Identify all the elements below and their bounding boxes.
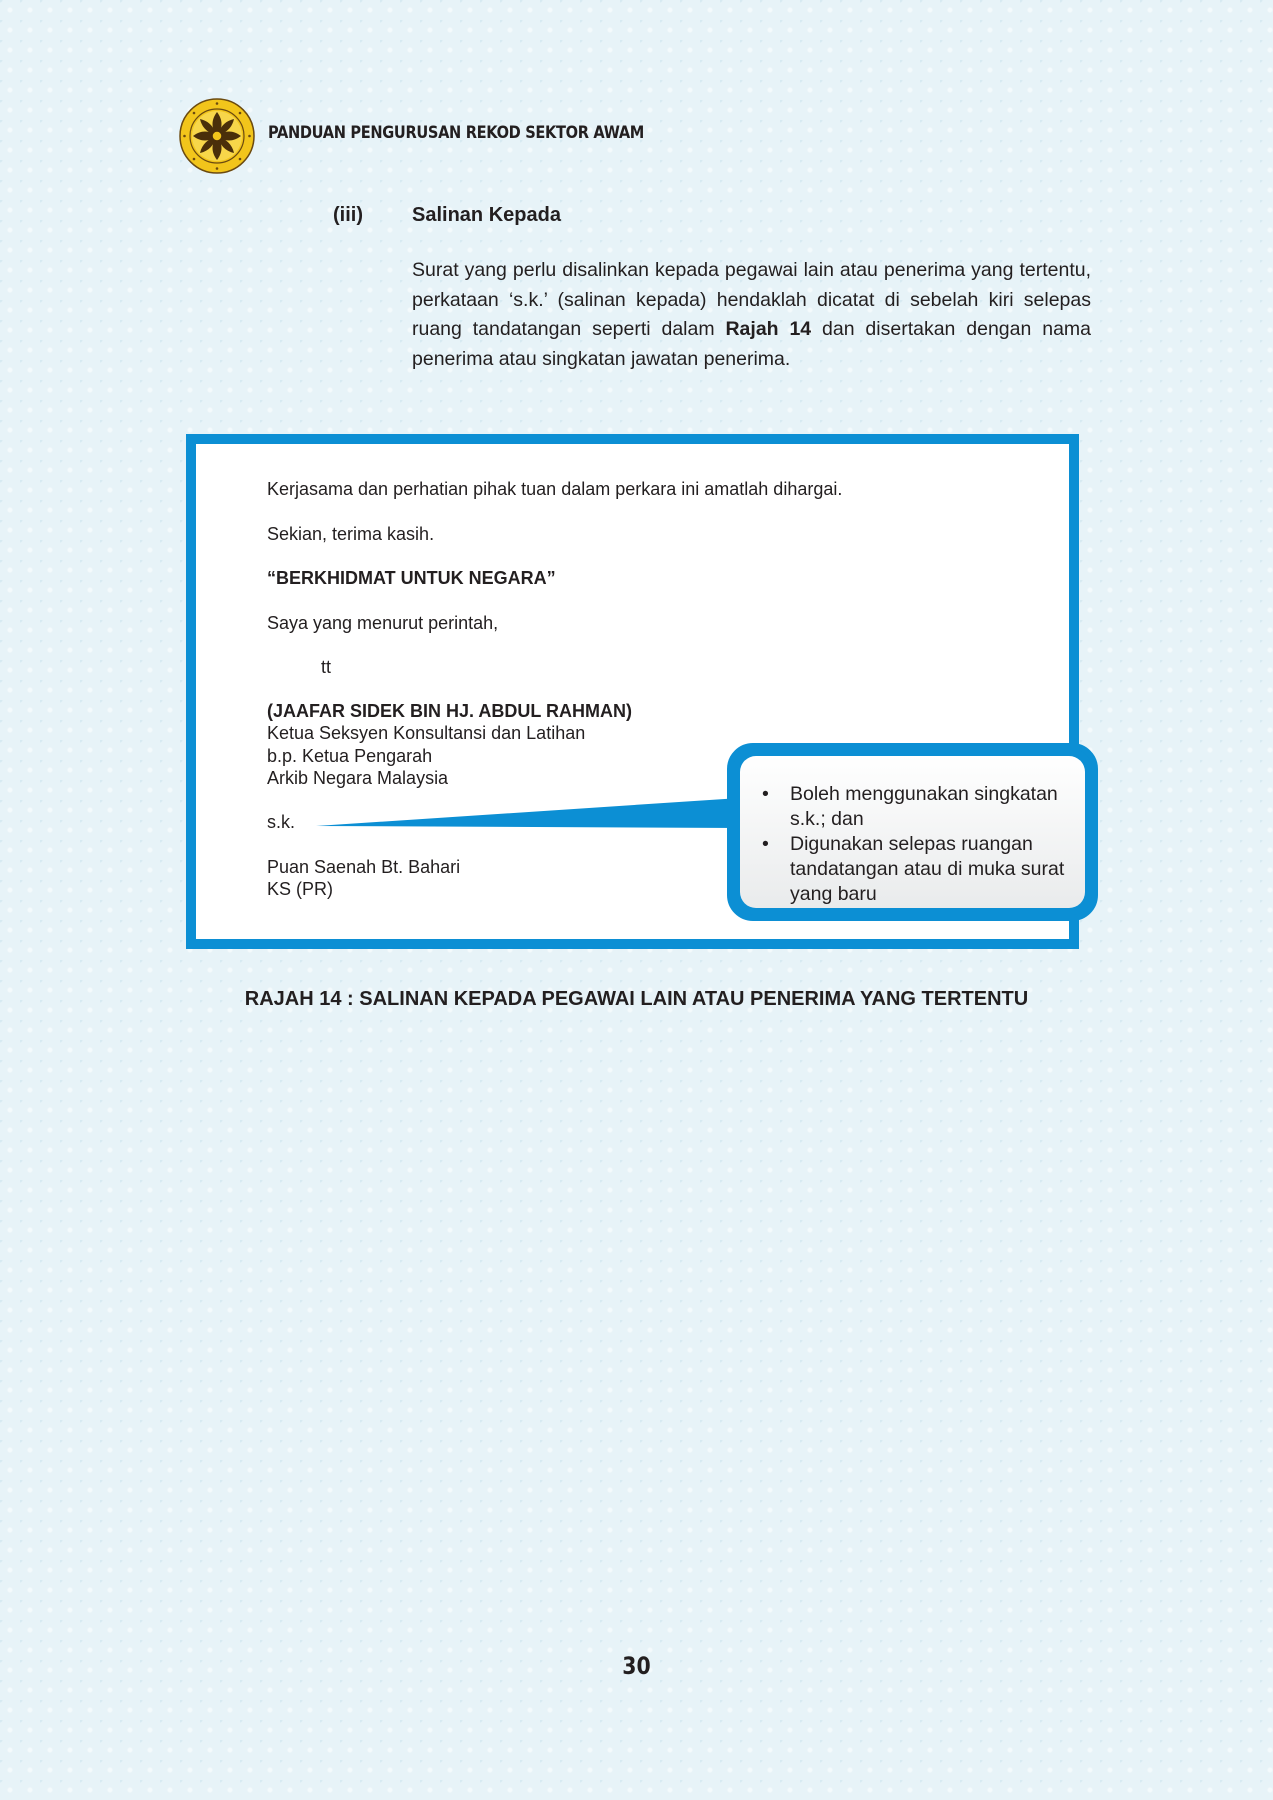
paragraph-figure-reference: Rajah 14 — [725, 318, 812, 340]
signatory-organization: Arkib Negara Malaysia — [267, 768, 449, 788]
letter-closing-line: Kerjasama dan perhatian pihak tuan dalam perkara ini amatlah dihargai. — [267, 479, 843, 499]
document-title: PANDUAN PENGURUSAN REKOD SEKTOR AWAM — [268, 123, 645, 143]
page-number: 30 — [622, 1652, 651, 1680]
callout-item-text: Boleh menggunakan singkatan s.k.; dan — [790, 783, 1058, 830]
paragraph-text-before: Surat yang perlu disalinkan kepada pegawai lain atau penerima yang tertentu, perkataan ‘s.k.’ (salinan kepada) hendaklah dicatat di sebelah kiri selepas ruang tandatangan seperti dalam — [412, 259, 1091, 340]
callout-item — [758, 832, 1068, 907]
signatory-position: Ketua Seksyen Konsultansi dan Latihan — [267, 723, 586, 743]
letter-obedient-line: Saya yang menurut perintah, — [267, 613, 499, 633]
letter-thanks: Sekian, terima kasih. — [267, 524, 435, 544]
section-title: Salinan Kepada — [412, 204, 561, 226]
section-number: (iii) — [333, 204, 363, 226]
callout-box — [727, 743, 1098, 921]
paragraph-text-after: dan disertakan dengan nama penerima atau singkatan jawatan penerima. — [412, 318, 1091, 370]
cc-recipient-name: Puan Saenah Bt. Bahari — [267, 857, 461, 877]
figure-caption: RAJAH 14 : SALINAN KEPADA PEGAWAI LAIN ATAU PENERIMA YANG TERTENTU — [244, 988, 1029, 1010]
cc-recipient-position: KS (PR) — [267, 879, 334, 899]
bullet-icon: • — [762, 783, 769, 805]
cc-label: s.k. — [267, 812, 296, 832]
signatory-name: (JAAFAR SIDEK BIN HJ. ABDUL RAHMAN) — [267, 701, 633, 721]
letter-motto: “BERKHIDMAT UNTUK NEGARA” — [267, 568, 556, 588]
letter-signature: tt — [321, 657, 332, 677]
callout-item-text: Digunakan selepas ruangan tandatangan atau di muka surat yang baru — [790, 833, 1065, 905]
callout-inner — [740, 756, 1085, 908]
callout-list — [758, 782, 1068, 907]
signatory-on-behalf: b.p. Ketua Pengarah — [267, 746, 433, 766]
callout-item — [758, 782, 1068, 832]
bullet-icon: • — [762, 833, 769, 855]
